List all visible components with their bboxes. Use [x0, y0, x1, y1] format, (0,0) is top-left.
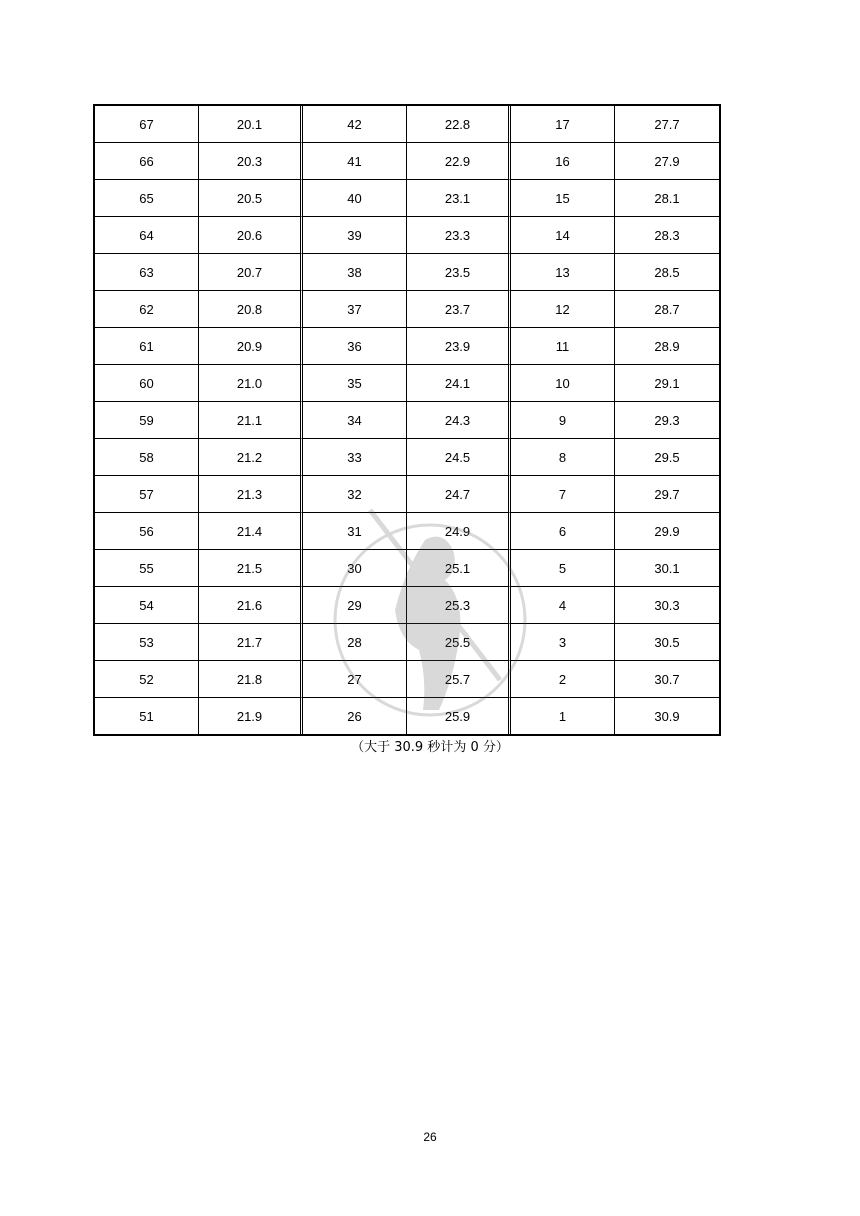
time-cell: 20.5 [199, 180, 303, 217]
score-cell: 38 [303, 254, 407, 291]
score-cell: 7 [511, 476, 615, 513]
score-cell: 36 [303, 328, 407, 365]
time-cell: 29.9 [615, 513, 719, 550]
score-cell: 52 [95, 661, 199, 698]
table-note: （大于 30.9 秒计为 0 分） [351, 740, 509, 755]
table-row [95, 550, 719, 587]
time-cell: 30.1 [615, 550, 719, 587]
table-row [95, 513, 719, 550]
table-row [95, 624, 719, 661]
time-cell: 25.7 [407, 661, 511, 698]
time-cell: 20.9 [199, 328, 303, 365]
time-cell: 21.6 [199, 587, 303, 624]
score-cell: 9 [511, 402, 615, 439]
score-cell: 57 [95, 476, 199, 513]
score-table [93, 104, 721, 736]
score-cell: 32 [303, 476, 407, 513]
time-cell: 21.7 [199, 624, 303, 661]
table-row [95, 143, 719, 180]
time-cell: 21.0 [199, 365, 303, 402]
score-cell: 31 [303, 513, 407, 550]
table-row [95, 254, 719, 291]
score-cell: 4 [511, 587, 615, 624]
time-cell: 27.7 [615, 106, 719, 143]
score-cell: 30 [303, 550, 407, 587]
time-cell: 27.9 [615, 143, 719, 180]
time-cell: 25.9 [407, 698, 511, 734]
time-cell: 20.7 [199, 254, 303, 291]
time-cell: 30.3 [615, 587, 719, 624]
table-row [95, 661, 719, 698]
time-cell: 21.1 [199, 402, 303, 439]
score-cell: 53 [95, 624, 199, 661]
time-cell: 30.7 [615, 661, 719, 698]
time-cell: 21.4 [199, 513, 303, 550]
score-cell: 1 [511, 698, 615, 734]
score-cell: 41 [303, 143, 407, 180]
time-cell: 25.1 [407, 550, 511, 587]
time-cell: 28.1 [615, 180, 719, 217]
time-cell: 20.1 [199, 106, 303, 143]
table-row [95, 587, 719, 624]
time-cell: 28.3 [615, 217, 719, 254]
time-cell: 29.7 [615, 476, 719, 513]
time-cell: 21.9 [199, 698, 303, 734]
page-number: 26 [423, 1130, 437, 1144]
time-cell: 22.9 [407, 143, 511, 180]
table-row [95, 402, 719, 439]
score-cell: 17 [511, 106, 615, 143]
score-cell: 55 [95, 550, 199, 587]
score-cell: 29 [303, 587, 407, 624]
time-cell: 24.3 [407, 402, 511, 439]
score-cell: 12 [511, 291, 615, 328]
time-cell: 24.1 [407, 365, 511, 402]
score-cell: 8 [511, 439, 615, 476]
time-cell: 24.9 [407, 513, 511, 550]
score-cell: 37 [303, 291, 407, 328]
time-cell: 23.9 [407, 328, 511, 365]
score-cell: 54 [95, 587, 199, 624]
score-cell: 58 [95, 439, 199, 476]
score-cell: 64 [95, 217, 199, 254]
time-cell: 28.5 [615, 254, 719, 291]
table-row [95, 328, 719, 365]
score-cell: 67 [95, 106, 199, 143]
time-cell: 23.7 [407, 291, 511, 328]
time-cell: 28.7 [615, 291, 719, 328]
time-cell: 21.2 [199, 439, 303, 476]
score-cell: 15 [511, 180, 615, 217]
score-cell: 28 [303, 624, 407, 661]
score-cell: 10 [511, 365, 615, 402]
score-cell: 40 [303, 180, 407, 217]
score-cell: 62 [95, 291, 199, 328]
time-cell: 20.8 [199, 291, 303, 328]
score-cell: 34 [303, 402, 407, 439]
score-cell: 42 [303, 106, 407, 143]
score-table-body [95, 106, 719, 734]
score-cell: 11 [511, 328, 615, 365]
time-cell: 21.5 [199, 550, 303, 587]
score-cell: 6 [511, 513, 615, 550]
score-cell: 5 [511, 550, 615, 587]
time-cell: 21.8 [199, 661, 303, 698]
time-cell: 29.5 [615, 439, 719, 476]
time-cell: 23.3 [407, 217, 511, 254]
time-cell: 30.9 [654, 708, 680, 724]
time-cell: 21.3 [199, 476, 303, 513]
score-cell: 14 [511, 217, 615, 254]
table-row [95, 698, 719, 734]
score-cell: 66 [95, 143, 199, 180]
table-row [95, 217, 719, 254]
score-cell: 61 [95, 328, 199, 365]
score-cell: 63 [95, 254, 199, 291]
time-cell: 20.3 [199, 143, 303, 180]
time-cell: 24.5 [407, 439, 511, 476]
table-row [95, 106, 719, 143]
table-row [95, 291, 719, 328]
table-row [95, 180, 719, 217]
time-cell: 30.5 [615, 624, 719, 661]
score-cell: 56 [95, 513, 199, 550]
time-cell: 24.7 [407, 476, 511, 513]
score-cell: 13 [511, 254, 615, 291]
score-cell: 35 [303, 365, 407, 402]
time-cell: 25.3 [407, 587, 511, 624]
time-cell: 23.1 [407, 180, 511, 217]
time-cell: 20.6 [199, 217, 303, 254]
score-cell: 60 [95, 365, 199, 402]
score-cell: 26 [303, 698, 407, 734]
time-cell: 28.9 [615, 328, 719, 365]
score-cell: 27 [303, 661, 407, 698]
time-cell: 22.8 [407, 106, 511, 143]
score-cell: 51 [95, 698, 199, 734]
table-row [95, 476, 719, 513]
score-cell: 39 [303, 217, 407, 254]
score-cell: 3 [511, 624, 615, 661]
time-cell: 23.5 [407, 254, 511, 291]
score-cell: 65 [95, 180, 199, 217]
table-row [95, 439, 719, 476]
table-row [95, 365, 719, 402]
time-cell: 25.5 [407, 624, 511, 661]
score-cell: 33 [303, 439, 407, 476]
score-cell: 2 [511, 661, 615, 698]
time-cell: 29.1 [615, 365, 719, 402]
time-cell: 29.3 [615, 402, 719, 439]
score-cell: 59 [95, 402, 199, 439]
score-cell: 16 [511, 143, 615, 180]
